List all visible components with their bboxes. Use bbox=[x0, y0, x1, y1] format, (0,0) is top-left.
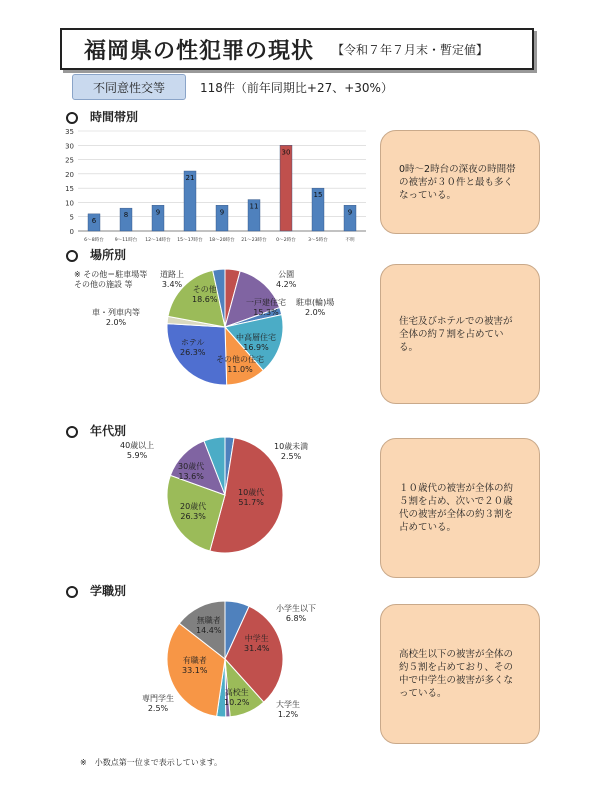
note-place: 住宅及びホテルでの被害が全体の約７割を占めている。 bbox=[380, 264, 540, 404]
age-label-10s: 10歳代 51.7% bbox=[238, 488, 265, 507]
page-subtitle: 【令和７年７月末・暫定値】 bbox=[332, 42, 489, 57]
place-label-apartment: 中高層住宅 16.9% bbox=[236, 333, 276, 352]
y-tick-label: 5 bbox=[69, 213, 74, 222]
circle-bullet-icon bbox=[66, 586, 78, 598]
section-place bbox=[66, 246, 126, 263]
x-tick-label: 不明 bbox=[345, 238, 355, 243]
section-age bbox=[66, 422, 126, 439]
y-tick-label: 0 bbox=[69, 228, 74, 236]
x-tick-label: 15～17時台 bbox=[177, 238, 203, 243]
bar-value-label: 30 bbox=[281, 148, 291, 157]
place-label-hotel: ホテル 26.3% bbox=[180, 338, 206, 357]
place-label-house: 一戸建住宅 15.3% bbox=[246, 298, 286, 317]
note-time: 0時～2時台の深夜の時間帯の被害が３０件と最も多くなっている。 bbox=[380, 130, 540, 234]
section-time bbox=[66, 108, 138, 125]
bar-value-label: 9 bbox=[155, 208, 161, 217]
bar-value-label: 6 bbox=[91, 216, 97, 225]
bar-value-label: 9 bbox=[347, 208, 353, 217]
place-label-road: 道路上 3.4% bbox=[160, 270, 184, 289]
age-label-20s: 20歳代 26.3% bbox=[180, 502, 207, 521]
job-label-junior-high: 中学生 31.4% bbox=[244, 634, 270, 653]
job-label-vocational: 専門学生 2.5% bbox=[142, 694, 174, 713]
y-tick-label: 25 bbox=[65, 156, 74, 165]
footnote: ※ 小数点第一位まで表示しています。 bbox=[80, 758, 223, 767]
bar-value-label: 21 bbox=[185, 174, 195, 182]
x-tick-label: 6～8時台 bbox=[84, 238, 104, 243]
age-label-under10: 10歳未満 2.5% bbox=[274, 442, 309, 461]
x-tick-label: 0～2時台 bbox=[276, 238, 296, 243]
y-tick-label: 20 bbox=[65, 170, 74, 179]
place-legend-note bbox=[74, 270, 147, 290]
section-time-label: 時間帯別 bbox=[90, 110, 139, 124]
place-label-park: 公園 4.2% bbox=[276, 270, 297, 289]
bar-value-label: 8 bbox=[123, 211, 129, 220]
section-place-label: 場所別 bbox=[90, 248, 127, 262]
circle-bullet-icon bbox=[66, 426, 78, 438]
place-note-line: ※ その他＝駐車場等 bbox=[74, 270, 148, 279]
bar-value-label: 9 bbox=[219, 208, 225, 217]
y-tick-label: 15 bbox=[65, 185, 74, 194]
section-job bbox=[66, 582, 126, 599]
x-tick-label: 3～5時台 bbox=[308, 238, 328, 243]
page-title: 福岡県の性犯罪の現状 bbox=[84, 38, 315, 64]
section-age-label: 年代別 bbox=[90, 424, 127, 438]
x-tick-label: 21～23時台 bbox=[241, 238, 267, 243]
bar-value-label: 11 bbox=[249, 202, 259, 211]
category-tag: 不同意性交等 bbox=[72, 74, 186, 100]
time-bar-chart bbox=[60, 125, 370, 247]
place-note-line: その他の施設 等 bbox=[74, 280, 133, 289]
note-job: 高校生以下の被害が全体の約５割を占めており、その中で中学生の被害が多くなっている。 bbox=[380, 604, 540, 744]
section-job-label: 学職別 bbox=[90, 584, 127, 598]
age-label-40plus: 40歳以上 5.9% bbox=[120, 441, 155, 460]
bar bbox=[280, 145, 292, 231]
y-tick-label: 10 bbox=[65, 199, 74, 208]
x-tick-label: 18～20時台 bbox=[209, 238, 235, 243]
total-count: 118件（前年同期比+27、+30%） bbox=[200, 81, 393, 95]
title-box bbox=[60, 28, 534, 70]
job-label-employed: 有職者 33.1% bbox=[182, 656, 208, 675]
place-label-other-house: その他の住宅 11.0% bbox=[216, 355, 264, 374]
bar-value-label: 15 bbox=[313, 191, 323, 200]
note-age: １０歳代の被害が全体の約５割を占め、次いで２０歳代の被害が全体の約３割を占めている。 bbox=[380, 438, 540, 578]
place-label-vehicle: 車・列車内等 2.0% bbox=[92, 308, 140, 327]
age-label-30s: 30歳代 13.6% bbox=[178, 462, 205, 481]
place-label-other: その他 18.6% bbox=[192, 285, 218, 304]
job-label-university: 大学生 1.2% bbox=[276, 700, 300, 719]
x-tick-label: 12～14時台 bbox=[145, 238, 171, 243]
circle-bullet-icon bbox=[66, 112, 78, 124]
job-label-elementary: 小学生以下 6.8% bbox=[276, 604, 316, 623]
job-label-high-school: 高校生 10.2% bbox=[224, 688, 250, 707]
y-tick-label: 30 bbox=[65, 142, 74, 151]
place-label-parking: 駐車(輪)場 2.0% bbox=[296, 298, 335, 317]
job-label-unemployed: 無職者 14.4% bbox=[196, 616, 222, 635]
circle-bullet-icon bbox=[66, 250, 78, 262]
y-tick-label: 35 bbox=[65, 128, 74, 136]
x-tick-label: 9～11時台 bbox=[114, 238, 138, 243]
